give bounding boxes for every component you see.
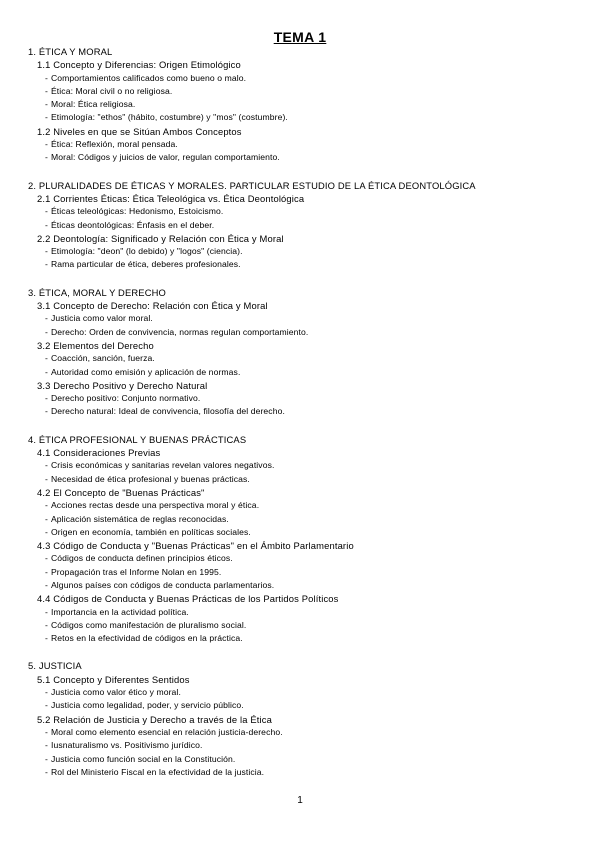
list-item-text: Aplicación sistemática de reglas reconocidas.	[50, 513, 229, 524]
list-item	[28, 72, 588, 85]
list-item-text: Propagación tras el Informe Nolan en 1995.	[50, 566, 222, 577]
list-item-text: Necesidad de ética profesional y buenas prácticas.	[50, 473, 250, 484]
list-item	[28, 566, 588, 579]
list-item-text: Ética: Reflexión, moral pensada.	[50, 139, 178, 150]
dash-bullet-icon: -	[45, 619, 48, 630]
list-item-text: Éticas teleológicas: Hedonismo, Estoicismo.	[50, 206, 224, 217]
dash-bullet-icon: -	[45, 500, 48, 511]
bullet-list	[28, 138, 588, 165]
section-heading: 2. PLURALIDADES DE ÉTICAS Y MORALES. PARTICULAR ESTUDIO DE LA ÉTICA DEONTOLÓGICA	[28, 179, 476, 191]
list-item	[28, 632, 588, 645]
dash-bullet-icon: -	[45, 152, 48, 163]
list-item-text: Justicia como función social en la Constitución.	[50, 753, 236, 764]
dash-bullet-icon: -	[45, 726, 48, 737]
section-1	[28, 45, 588, 165]
list-item-text: Autoridad como emisión y aplicación de normas.	[50, 366, 241, 377]
dash-bullet-icon: -	[45, 139, 48, 150]
subsection-4-4	[28, 592, 588, 645]
list-item-text: Iusnaturalismo vs. Positivismo jurídico.	[50, 740, 203, 751]
list-item	[28, 459, 588, 472]
bullet-list	[28, 499, 588, 539]
list-item	[28, 312, 588, 325]
section-4	[28, 433, 588, 646]
bullet-list	[28, 606, 588, 646]
list-item-text: Derecho positivo: Conjunto normativo.	[50, 393, 201, 404]
subsection-2-2	[28, 232, 588, 272]
section-heading: 1. ÉTICA Y MORAL	[28, 46, 113, 57]
section-heading: 4. ÉTICA PROFESIONAL Y BUENAS PRÁCTICAS	[28, 433, 247, 445]
list-item	[28, 405, 588, 418]
dash-bullet-icon: -	[45, 366, 48, 377]
dash-bullet-icon: -	[45, 526, 48, 537]
bullet-list	[28, 312, 588, 339]
list-item	[28, 726, 588, 739]
subsection-heading: 4.3 Código de Conducta y "Buenas Prácticas" en el Ámbito Parlamentario	[37, 540, 354, 552]
list-item-text: Justicia como valor moral.	[50, 313, 153, 324]
bullet-list	[28, 459, 588, 486]
dash-bullet-icon: -	[45, 553, 48, 564]
list-item	[28, 85, 588, 98]
subsection-heading: 1.2 Niveles en que se Sitúan Ambos Conceptos	[37, 125, 242, 137]
list-item-text: Algunos países con códigos de conducta parlamentarios.	[50, 579, 275, 590]
list-item-text: Justicia como legalidad, poder, y servicio público.	[50, 700, 244, 711]
list-item-text: Justicia como valor ético y moral.	[50, 687, 181, 698]
list-item	[28, 606, 588, 619]
subsection-heading: 2.1 Corrientes Éticas: Ética Teleológica vs. Ética Deontológica	[37, 192, 305, 204]
subsection-heading: 4.4 Códigos de Conducta y Buenas Prácticas de los Partidos Políticos	[37, 593, 339, 605]
list-item	[28, 619, 588, 632]
list-item-text: Crisis económicas y sanitarias revelan valores negativos.	[50, 460, 275, 471]
dash-bullet-icon: -	[45, 460, 48, 471]
list-item	[28, 753, 588, 766]
section-5	[28, 659, 588, 779]
list-item-text: Rama particular de ética, deberes profesionales.	[50, 259, 241, 270]
list-item	[28, 699, 588, 712]
dash-bullet-icon: -	[45, 633, 48, 644]
list-item	[28, 686, 588, 699]
subsection-heading: 3.3 Derecho Positivo y Derecho Natural	[37, 379, 208, 391]
subsection-heading: 4.1 Consideraciones Previas	[37, 447, 161, 459]
subsection-4-3	[28, 539, 588, 592]
dash-bullet-icon: -	[45, 112, 48, 123]
dash-bullet-icon: -	[45, 85, 48, 96]
list-item-text: Importancia en la actividad política.	[50, 606, 189, 617]
subsection-heading: 2.2 Deontología: Significado y Relación con Ética y Moral	[37, 232, 284, 244]
dash-bullet-icon: -	[45, 766, 48, 777]
subsection-heading: 3.1 Concepto de Derecho: Relación con Ética y Moral	[37, 300, 268, 312]
list-item	[28, 739, 588, 752]
list-item-text: Derecho natural: Ideal de convivencia, filosofía del derecho.	[50, 406, 285, 417]
page-number: 1	[297, 795, 303, 806]
list-item	[28, 352, 588, 365]
dash-bullet-icon: -	[45, 259, 48, 270]
dash-bullet-icon: -	[45, 393, 48, 404]
subsection-heading: 4.2 El Concepto de "Buenas Prácticas"	[37, 486, 205, 498]
document-outline	[28, 45, 588, 793]
bullet-list	[28, 726, 588, 779]
list-item-text: Moral como elemento esencial en relación justicia-derecho.	[50, 726, 283, 737]
dash-bullet-icon: -	[45, 313, 48, 324]
list-item	[28, 499, 588, 512]
list-item-text: Etimología: "deon" (lo debido) y "logos" (ciencia).	[50, 246, 243, 257]
section-3	[28, 286, 588, 419]
dash-bullet-icon: -	[45, 513, 48, 524]
dash-bullet-icon: -	[45, 72, 48, 83]
dash-bullet-icon: -	[45, 740, 48, 751]
list-item	[28, 392, 588, 405]
bullet-list	[28, 205, 588, 232]
list-item	[28, 258, 588, 271]
dash-bullet-icon: -	[45, 687, 48, 698]
bullet-list	[28, 392, 588, 419]
list-item-text: Ética: Moral civil o no religiosa.	[50, 85, 173, 96]
subsection-2-1	[28, 192, 588, 232]
list-item	[28, 579, 588, 592]
list-item	[28, 205, 588, 218]
bullet-list	[28, 245, 588, 272]
list-item-text: Retos en la efectividad de códigos en la práctica.	[50, 633, 243, 644]
list-item-text: Acciones rectas desde una perspectiva moral y ética.	[50, 500, 260, 511]
bullet-list	[28, 352, 588, 379]
subsection-4-2	[28, 486, 588, 539]
subsection-4-1	[28, 446, 588, 486]
dash-bullet-icon: -	[45, 99, 48, 110]
list-item	[28, 366, 588, 379]
bullet-list	[28, 72, 588, 125]
dash-bullet-icon: -	[45, 700, 48, 711]
dash-bullet-icon: -	[45, 353, 48, 364]
list-item	[28, 766, 588, 779]
list-item	[28, 513, 588, 526]
list-item-text: Moral: Ética religiosa.	[50, 99, 136, 110]
list-item-text: Moral: Códigos y juicios de valor, regulan comportamiento.	[50, 152, 280, 163]
dash-bullet-icon: -	[45, 246, 48, 257]
section-2	[28, 179, 588, 272]
list-item-text: Derecho: Orden de convivencia, normas regulan comportamiento.	[50, 326, 309, 337]
list-item	[28, 245, 588, 258]
dash-bullet-icon: -	[45, 326, 48, 337]
dash-bullet-icon: -	[45, 473, 48, 484]
bullet-list	[28, 552, 588, 592]
list-item-text: Códigos como manifestación de pluralismo social.	[50, 619, 247, 630]
dash-bullet-icon: -	[45, 753, 48, 764]
subsection-1-2	[28, 125, 588, 165]
list-item	[28, 111, 588, 124]
subsection-5-2	[28, 713, 588, 779]
list-item	[28, 138, 588, 151]
subsection-heading: 3.2 Elementos del Derecho	[37, 339, 154, 351]
list-item-text: Éticas deontológicas: Énfasis en el deber.	[50, 219, 215, 230]
subsection-3-2	[28, 339, 588, 379]
dash-bullet-icon: -	[45, 206, 48, 217]
list-item	[28, 473, 588, 486]
dash-bullet-icon: -	[45, 579, 48, 590]
dash-bullet-icon: -	[45, 606, 48, 617]
dash-bullet-icon: -	[45, 406, 48, 417]
list-item	[28, 526, 588, 539]
bullet-list	[28, 686, 588, 713]
list-item	[28, 552, 588, 565]
subsection-3-1	[28, 299, 588, 339]
subsection-3-3	[28, 379, 588, 419]
subsection-5-1	[28, 673, 588, 713]
list-item-text: Etimología: "ethos" (hábito, costumbre) y "mos" (costumbre).	[50, 112, 288, 123]
list-item	[28, 98, 588, 111]
list-item	[28, 219, 588, 232]
subsection-1-1	[28, 58, 588, 124]
dash-bullet-icon: -	[45, 566, 48, 577]
subsection-heading: 5.1 Concepto y Diferentes Sentidos	[37, 673, 190, 685]
page-title: TEMA 1	[273, 29, 327, 45]
section-heading: 5. JUSTICIA	[28, 660, 82, 672]
dash-bullet-icon: -	[45, 219, 48, 230]
section-heading: 3. ÉTICA, MORAL Y DERECHO	[28, 286, 166, 298]
list-item-text: Comportamientos calificados como bueno o malo.	[50, 72, 247, 83]
subsection-heading: 1.1 Concepto y Diferencias: Origen Etimológico	[37, 59, 241, 71]
subsection-heading: 5.2 Relación de Justicia y Derecho a través de la Ética	[37, 713, 272, 725]
list-item-text: Rol del Ministerio Fiscal en la efectividad de la justicia.	[50, 766, 265, 777]
list-item-text: Origen en economía, también en políticas sociales.	[50, 526, 251, 537]
list-item	[28, 151, 588, 164]
list-item-text: Códigos de conducta definen principios éticos.	[50, 553, 233, 564]
list-item	[28, 326, 588, 339]
list-item-text: Coacción, sanción, fuerza.	[50, 353, 155, 364]
